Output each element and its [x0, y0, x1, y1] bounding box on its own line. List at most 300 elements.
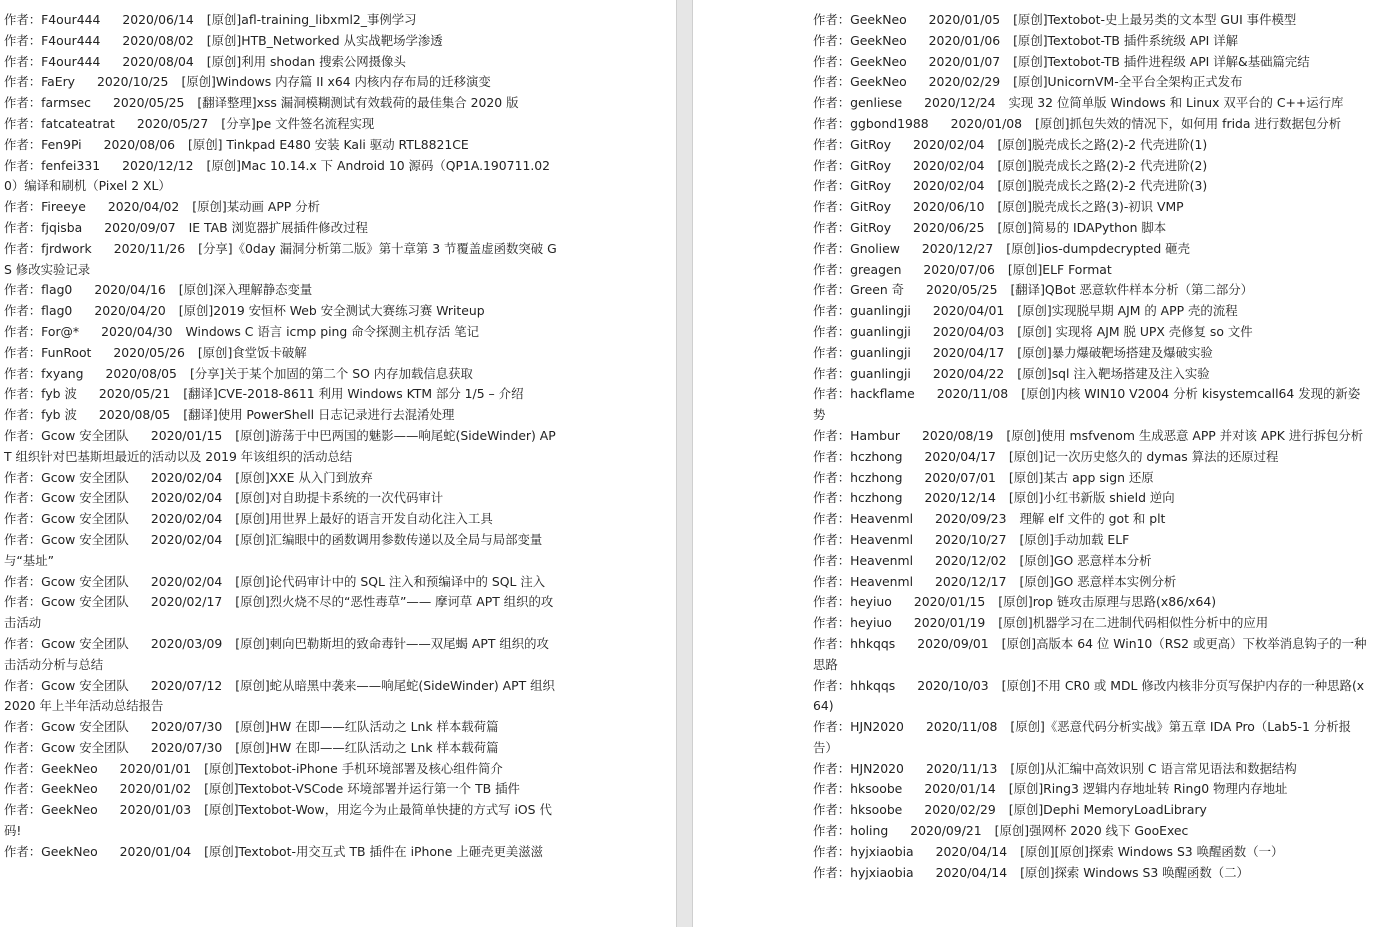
- entry-row: [813, 863, 1369, 884]
- author-prefix: 作者：: [813, 32, 851, 48]
- entry-row: [4, 572, 560, 593]
- author-prefix: 作者：: [813, 303, 851, 319]
- author-prefix: 作者：: [813, 552, 851, 568]
- entry-author: fjrdwork: [41, 240, 92, 256]
- entry-author: hhkqqs: [850, 677, 896, 693]
- entry-title: [原创]Textobot-Wow，用迄今为止最简单快捷的方式写 iOS 代码!: [4, 802, 552, 839]
- entry-date: 2020/01/19: [913, 615, 986, 631]
- entry-row: [4, 842, 560, 863]
- entry-date: 2020/02/04: [150, 469, 223, 485]
- entry-title: [原创]某古 app sign 还原: [1008, 469, 1154, 485]
- entry-author: GitRoy: [850, 178, 892, 194]
- entry-author: fjqisba: [41, 219, 83, 235]
- entry-row: [4, 114, 560, 135]
- entry-author: Gcow 安全团队: [41, 469, 129, 485]
- entry-title: IE TAB 浏览器扩展插件修改过程: [188, 219, 368, 235]
- author-prefix: 作者：: [813, 12, 851, 27]
- entry-date: 2020/04/30: [101, 323, 173, 339]
- entry-author: Gcow 安全团队: [41, 531, 129, 547]
- entry-author: For@*: [41, 323, 80, 339]
- author-prefix: 作者：: [4, 32, 42, 48]
- entry-title: [原创]深入理解静态变量: [178, 282, 313, 298]
- author-prefix: 作者：: [813, 864, 851, 880]
- entry-author: Gcow 安全团队: [41, 635, 129, 651]
- entry-author: hczhong: [850, 469, 903, 485]
- entry-date: 2020/04/22: [932, 365, 1005, 381]
- entry-author: GeekNeo: [850, 32, 907, 48]
- author-prefix: 作者：: [4, 573, 42, 589]
- entry-date: 2020/01/08: [950, 115, 1023, 131]
- entry-author: GeekNeo: [41, 781, 98, 797]
- entry-row: [4, 135, 560, 156]
- entry-row: [4, 717, 560, 738]
- entry-author: Gcow 安全团队: [41, 427, 129, 443]
- entry-title: [原创]HW 在即——红队活动之 Lnk 样本载荷篇: [235, 739, 499, 755]
- entry-title: [原创]HTB_Networked 从实战靶场学渗透: [206, 32, 443, 48]
- entry-date: 2020/04/16: [94, 282, 166, 298]
- author-prefix: 作者：: [813, 677, 851, 693]
- entry-author: ggbond1988: [850, 115, 929, 131]
- entry-row: [4, 634, 560, 676]
- entry-author: Green 奇: [850, 282, 905, 298]
- entry-row: [4, 384, 560, 405]
- entry-title: [翻译]CVE-2018-8611 利用 Windows KTM 部分 1/5 – 介绍: [183, 386, 524, 402]
- entry-author: fenfei331: [41, 157, 101, 173]
- entry-row: [813, 52, 1369, 73]
- entry-list-right: [813, 10, 1369, 883]
- entry-date: 2020/04/03: [932, 323, 1005, 339]
- entry-row: [813, 821, 1369, 842]
- entry-author: Gcow 安全团队: [41, 594, 129, 610]
- entry-date: 2020/01/01: [119, 760, 192, 776]
- entry-title: [原创]某动画 APP 分析: [192, 199, 320, 215]
- entry-row: [4, 405, 560, 426]
- entry-date: 2020/01/15: [913, 594, 986, 610]
- entry-row: [813, 800, 1369, 821]
- entry-date: 2020/02/04: [913, 178, 985, 194]
- entry-row: [4, 31, 560, 52]
- entry-author: fatcateatrat: [41, 115, 115, 131]
- entry-row: [813, 634, 1369, 676]
- author-prefix: 作者：: [813, 719, 851, 735]
- author-prefix: 作者：: [4, 760, 42, 776]
- author-prefix: 作者：: [813, 323, 851, 339]
- author-prefix: 作者：: [813, 365, 851, 381]
- entry-row: [813, 717, 1369, 759]
- entry-date: 2020/01/02: [119, 781, 192, 797]
- author-prefix: 作者：: [4, 53, 42, 69]
- author-prefix: 作者：: [813, 511, 851, 527]
- entry-date: 2020/06/14: [122, 12, 194, 27]
- entry-date: 2020/01/03: [119, 802, 192, 818]
- entry-date: 2020/05/25: [112, 95, 185, 111]
- entry-date: 2020/08/04: [122, 53, 194, 69]
- entry-title: [原创]Textobot-用交互式 TB 插件在 iPhone 上砸壳更美滋滋: [204, 843, 544, 859]
- entry-title: [翻译整理]xss 漏洞模糊测试有效载荷的最佳集合 2020 版: [197, 95, 519, 111]
- entry-row: [813, 384, 1369, 426]
- entry-row: [4, 738, 560, 759]
- entry-row: [813, 530, 1369, 551]
- author-prefix: 作者：: [813, 282, 851, 298]
- author-prefix: 作者：: [4, 511, 42, 527]
- entry-date: 2020/11/08: [925, 719, 998, 735]
- entry-row: [813, 301, 1369, 322]
- entry-title: [原创] 实现将 AJM 脱 UPX 壳修复 so 文件: [1017, 323, 1253, 339]
- author-prefix: 作者：: [4, 95, 42, 111]
- entry-author: fyb 波: [41, 386, 77, 402]
- entry-author: GeekNeo: [41, 760, 98, 776]
- entry-author: F4our444: [41, 12, 101, 27]
- entry-title: [原创]机器学习在二进制代码相似性分析中的应用: [998, 615, 1269, 631]
- entry-title: Windows C 语言 icmp ping 命令探测主机存活 笔记: [185, 323, 480, 339]
- document-page-left: [0, 0, 676, 927]
- author-prefix: 作者：: [813, 157, 851, 173]
- entry-author: hyjxiaobia: [850, 843, 914, 859]
- entry-date: 2020/11/13: [925, 760, 998, 776]
- entry-title: [原创]HW 在即——红队活动之 Lnk 样本载荷篇: [235, 719, 499, 735]
- entry-date: 2020/07/01: [924, 469, 996, 485]
- entry-date: 2020/09/07: [104, 219, 176, 235]
- author-prefix: 作者：: [813, 240, 851, 256]
- entry-date: 2020/10/03: [917, 677, 989, 693]
- entry-title: [原创]汇编眼中的函数调用参数传递以及全局与局部变量与“基址”: [4, 531, 543, 568]
- entry-author: HJN2020: [850, 719, 904, 735]
- entry-author: guanlingji: [850, 323, 911, 339]
- entry-title: [原创]ELF Format: [1007, 261, 1112, 277]
- entry-title: [原创]Textobot-VSCode 环境部署并运行第一个 TB 插件: [204, 781, 520, 797]
- entry-author: Gcow 安全团队: [41, 511, 129, 527]
- author-prefix: 作者：: [813, 490, 851, 506]
- entry-row: [813, 364, 1369, 385]
- entry-row: [4, 759, 560, 780]
- entry-title: [原创]烈火烧不尽的“恶性毒草”—— 摩诃草 APT 组织的攻击活动: [4, 594, 554, 631]
- entry-row: [813, 239, 1369, 260]
- author-prefix: 作者：: [4, 386, 42, 402]
- entry-row: [813, 10, 1369, 31]
- entry-date: 2020/09/23: [935, 511, 1007, 527]
- entry-title: 理解 elf 文件的 got 和 plt: [1019, 511, 1166, 527]
- entry-title: [原创]用世界上最好的语言开发自动化注入工具: [235, 511, 493, 527]
- entry-title: [原创]使用 msfvenom 生成恶意 APP 并对该 APK 进行拆包分析: [1006, 427, 1364, 443]
- author-prefix: 作者：: [813, 95, 851, 111]
- entry-date: 2020/04/14: [935, 843, 1008, 859]
- entry-title: [分享]关于某个加固的第二个 SO 内存加载信息获取: [189, 365, 473, 381]
- entry-date: 2020/05/25: [926, 282, 998, 298]
- author-prefix: 作者：: [813, 594, 851, 610]
- entry-author: GeekNeo: [41, 843, 98, 859]
- entry-author: Gcow 安全团队: [41, 573, 129, 589]
- entry-title: [原创]手动加载 ELF: [1019, 531, 1130, 547]
- entry-title: [原创]强网杯 2020 线下 GooExec: [994, 823, 1189, 839]
- entry-date: 2020/01/14: [924, 781, 996, 797]
- entry-author: Hambur: [850, 427, 900, 443]
- entry-author: GitRoy: [850, 136, 892, 152]
- entry-row: [4, 239, 560, 281]
- entry-author: hksoobe: [850, 802, 903, 818]
- entry-date: 2020/12/24: [924, 95, 996, 111]
- entry-author: fxyang: [41, 365, 84, 381]
- author-prefix: 作者：: [4, 781, 42, 797]
- entry-author: heyiuo: [850, 594, 892, 610]
- entry-title: [原创]暴力爆破靶场搭建及爆破实验: [1017, 344, 1213, 360]
- entry-author: Gcow 安全团队: [41, 739, 129, 755]
- entry-row: [813, 114, 1369, 135]
- entry-list-left: [4, 10, 560, 863]
- entry-date: 2020/07/06: [923, 261, 995, 277]
- entry-title: [原创]Textobot-史上最另类的文本型 GUI 事件模型: [1013, 12, 1297, 27]
- author-prefix: 作者：: [4, 199, 42, 215]
- author-prefix: 作者：: [4, 74, 42, 90]
- entry-row: [4, 364, 560, 385]
- entry-row: [813, 176, 1369, 197]
- entry-row: [4, 530, 560, 572]
- author-prefix: 作者：: [4, 407, 42, 423]
- entry-date: 2020/02/17: [150, 594, 223, 610]
- author-prefix: 作者：: [813, 802, 851, 818]
- author-prefix: 作者：: [4, 219, 42, 235]
- entry-row: [4, 72, 560, 93]
- author-prefix: 作者：: [4, 469, 42, 485]
- entry-title: [原创]afl-training_libxml2_事例学习: [206, 12, 417, 27]
- entry-title: [原创]UnicornVM-全平台全架构正式发布: [1013, 74, 1243, 90]
- entry-row: [4, 800, 560, 842]
- author-prefix: 作者：: [4, 719, 42, 735]
- entry-row: [4, 343, 560, 364]
- entry-title: [原创]刺向巴勒斯坦的致命毒针——双尾蝎 APT 组织的攻击活动分析与总结: [4, 635, 549, 672]
- entry-title: [原创]《恶意代码分析实战》第五章 IDA Pro（Lab5-1 分析报告）: [813, 719, 1351, 755]
- entry-date: 2020/12/17: [935, 573, 1007, 589]
- entry-author: Heavenml: [850, 511, 914, 527]
- author-prefix: 作者：: [4, 739, 42, 755]
- entry-author: Gnoliew: [850, 240, 900, 256]
- entry-author: fyb 波: [41, 407, 77, 423]
- entry-author: genliese: [850, 95, 903, 111]
- entry-row: [813, 426, 1369, 447]
- entry-row: [813, 551, 1369, 572]
- author-prefix: 作者：: [4, 594, 42, 610]
- entry-title: [原创]XXE 从入门到放弃: [235, 469, 373, 485]
- entry-date: 2020/02/29: [924, 802, 996, 818]
- entry-date: 2020/11/26: [113, 240, 186, 256]
- entry-title: [分享]《0day 漏洞分析第二版》第十章第 3 节覆盖虚函数突破 GS 修改实验记录: [4, 240, 557, 277]
- entry-title: [原创]从汇编中高效识别 C 语言常见语法和数据结构: [1010, 760, 1297, 776]
- entry-author: FaEry: [41, 74, 76, 90]
- author-prefix: 作者：: [4, 843, 42, 859]
- entry-title: [翻译]QBot 恶意软件样本分析（第二部分）: [1010, 282, 1254, 298]
- entry-author: Gcow 安全团队: [41, 490, 129, 506]
- author-prefix: 作者：: [4, 303, 42, 319]
- author-prefix: 作者：: [813, 261, 851, 277]
- entry-author: GitRoy: [850, 219, 892, 235]
- author-prefix: 作者：: [813, 573, 851, 589]
- entry-author: heyiuo: [850, 615, 892, 631]
- author-prefix: 作者：: [4, 282, 42, 298]
- entry-title: [原创]2019 安恒杯 Web 安全测试大赛练习赛 Writeup: [178, 303, 485, 319]
- entry-row: [813, 488, 1369, 509]
- entry-date: 2020/12/02: [935, 552, 1007, 568]
- entry-date: 2020/07/30: [150, 719, 223, 735]
- entry-title: [原创]小红书新版 shield 逆向: [1008, 490, 1175, 506]
- entry-date: 2020/08/19: [921, 427, 994, 443]
- entry-author: guanlingji: [850, 344, 911, 360]
- author-prefix: 作者：: [813, 74, 851, 90]
- entry-row: [813, 759, 1369, 780]
- entry-row: [4, 468, 560, 489]
- entry-row: [4, 52, 560, 73]
- author-prefix: 作者：: [813, 115, 851, 131]
- entry-title: [原创]脱壳成长之路(2)-2 代壳进阶(3): [997, 178, 1208, 194]
- entry-row: [813, 135, 1369, 156]
- entry-date: 2020/04/17: [932, 344, 1005, 360]
- entry-title: [原创] Tinkpad E480 安装 Kali 驱动 RTL8821CE: [188, 136, 469, 152]
- entry-row: [813, 572, 1369, 593]
- entry-title: [原创]Textobot-iPhone 手机环境部署及核心组件简介: [204, 760, 503, 776]
- entry-date: 2020/01/06: [928, 32, 1001, 48]
- entry-row: [4, 156, 560, 198]
- entry-title: [原创]GO 恶意样本实例分析: [1019, 573, 1177, 589]
- entry-row: [4, 280, 560, 301]
- entry-date: 2020/08/02: [122, 32, 194, 48]
- entry-date: 2020/03/09: [150, 635, 223, 651]
- entry-title: [原创]Ring3 逻辑内存地址转 Ring0 物理内存地址: [1008, 781, 1288, 797]
- entry-row: [4, 779, 560, 800]
- entry-row: [813, 93, 1369, 114]
- entry-author: guanlingji: [850, 303, 911, 319]
- entry-title: [原创]ios-dumpdecrypted 砸壳: [1006, 240, 1190, 256]
- entry-date: 2020/05/26: [113, 344, 185, 360]
- author-prefix: 作者：: [813, 219, 851, 235]
- entry-title: [原创][原创]探索 Windows S3 唤醒函数（一）: [1020, 843, 1284, 859]
- entry-date: 2020/02/04: [150, 573, 223, 589]
- entry-date: 2020/04/20: [94, 303, 166, 319]
- entry-row: [4, 10, 560, 31]
- entry-author: GeekNeo: [41, 802, 98, 818]
- entry-author: farmsec: [41, 95, 91, 111]
- entry-row: [4, 197, 560, 218]
- entry-date: 2020/09/01: [917, 635, 989, 651]
- entry-author: Heavenml: [850, 552, 914, 568]
- entry-row: [4, 426, 560, 468]
- author-prefix: 作者：: [813, 199, 851, 215]
- author-prefix: 作者：: [4, 136, 42, 152]
- entry-title: [原创]食堂饭卡破解: [197, 344, 307, 360]
- entry-author: GitRoy: [850, 157, 892, 173]
- entry-title: [原创]抓包失效的情况下，如何用 frida 进行数据包分析: [1035, 115, 1342, 131]
- entry-date: 2020/10/25: [97, 74, 169, 90]
- entry-row: [4, 301, 560, 322]
- entry-title: [原创]游荡于中巴两国的魅影——响尾蛇(SideWinder) APT 组织针对巴基斯坦最近的活动以及 2019 年该组织的活动总结: [4, 427, 556, 464]
- entry-row: [4, 488, 560, 509]
- entry-title: [原创]Textobot-TB 插件系统级 API 详解: [1013, 32, 1239, 48]
- entry-row: [813, 343, 1369, 364]
- entry-date: 2020/12/27: [921, 240, 994, 256]
- author-prefix: 作者：: [813, 136, 851, 152]
- entry-row: [813, 72, 1369, 93]
- entry-date: 2020/07/12: [150, 677, 223, 693]
- entry-date: 2020/01/15: [150, 427, 223, 443]
- entry-author: Fireeye: [41, 199, 86, 215]
- entry-date: 2020/02/04: [913, 157, 985, 173]
- entry-title: [原创]Mac 10.14.x 下 Android 10 源码（QP1A.190711.020）编译和刷机（Pixel 2 XL）: [4, 157, 551, 194]
- entry-date: 2020/12/14: [924, 490, 996, 506]
- entry-date: 2020/01/05: [928, 12, 1001, 27]
- entry-row: [813, 613, 1369, 634]
- author-prefix: 作者：: [813, 635, 851, 651]
- entry-title: [分享]pe 文件签名流程实现: [221, 115, 375, 131]
- entry-author: Heavenml: [850, 573, 914, 589]
- entry-row: [813, 156, 1369, 177]
- entry-row: [813, 197, 1369, 218]
- entry-row: [813, 322, 1369, 343]
- entry-author: flag0: [41, 303, 73, 319]
- entry-title: [原创]GO 恶意样本分析: [1019, 552, 1152, 568]
- entry-title: [原创]Dephi MemoryLoadLibrary: [1008, 802, 1207, 818]
- entry-author: Fen9Pi: [41, 136, 82, 152]
- author-prefix: 作者：: [4, 365, 42, 381]
- author-prefix: 作者：: [813, 53, 851, 69]
- entry-date: 2020/09/21: [910, 823, 982, 839]
- entry-date: 2020/08/05: [98, 407, 171, 423]
- entry-row: [4, 592, 560, 634]
- entry-row: [813, 280, 1369, 301]
- entry-title: [原创]不用 CR0 或 MDL 修改内核非分页写保护内存的一种思路(x64): [813, 677, 1365, 714]
- entry-author: F4our444: [41, 32, 101, 48]
- entry-date: 2020/12/12: [122, 157, 194, 173]
- entry-title: [原创]蛇从暗黑中袭来——响尾蛇(SideWinder) APT 组织 2020 年上半年活动总结报告: [4, 677, 555, 714]
- entry-date: 2020/02/29: [928, 74, 1001, 90]
- entry-author: hyjxiaobia: [850, 864, 914, 880]
- entry-row: [813, 447, 1369, 468]
- entry-row: [813, 842, 1369, 863]
- entry-author: guanlingji: [850, 365, 911, 381]
- entry-date: 2020/04/17: [924, 448, 996, 464]
- entry-title: [原创]脱壳成长之路(3)-初识 VMP: [997, 199, 1184, 215]
- author-prefix: 作者：: [813, 781, 851, 797]
- entry-title: [原创]论代码审计中的 SQL 注入和预编译中的 SQL 注入: [235, 573, 546, 589]
- author-prefix: 作者：: [813, 427, 851, 443]
- author-prefix: 作者：: [4, 490, 42, 506]
- author-prefix: 作者：: [813, 178, 851, 194]
- entry-title: [原创]Textobot-TB 插件进程级 API 详解&基础篇完结: [1013, 53, 1310, 69]
- entry-author: GeekNeo: [850, 53, 907, 69]
- entry-row: [4, 93, 560, 114]
- author-prefix: 作者：: [813, 531, 851, 547]
- entry-author: Gcow 安全团队: [41, 719, 129, 735]
- entry-date: 2020/01/04: [119, 843, 192, 859]
- entry-date: 2020/06/25: [913, 219, 985, 235]
- author-prefix: 作者：: [4, 344, 42, 360]
- entry-row: [4, 509, 560, 530]
- author-prefix: 作者：: [4, 157, 42, 173]
- entry-author: hackflame: [850, 386, 915, 402]
- entry-row: [813, 31, 1369, 52]
- entry-date: 2020/02/04: [913, 136, 985, 152]
- entry-row: [813, 468, 1369, 489]
- entry-author: F4our444: [41, 53, 101, 69]
- entry-date: 2020/04/14: [935, 864, 1008, 880]
- entry-date: 2020/08/06: [103, 136, 176, 152]
- document-page-right: [693, 0, 1388, 927]
- author-prefix: 作者：: [813, 615, 851, 631]
- entry-author: GeekNeo: [850, 74, 907, 90]
- entry-title: [原创]探索 Windows S3 唤醒函数（二）: [1020, 864, 1249, 880]
- entry-row: [813, 218, 1369, 239]
- author-prefix: 作者：: [813, 760, 851, 776]
- author-prefix: 作者：: [4, 240, 42, 256]
- author-prefix: 作者：: [4, 115, 42, 131]
- entry-date: 2020/08/05: [105, 365, 177, 381]
- entry-title: [原创]rop 链攻击原理与思路(x86/x64): [998, 594, 1217, 610]
